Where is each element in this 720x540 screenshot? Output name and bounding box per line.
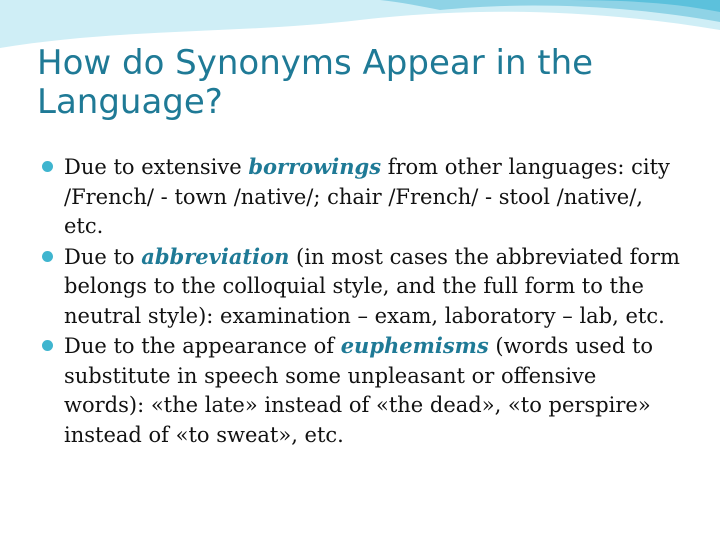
bullet-dot-icon bbox=[42, 161, 53, 172]
bullet-dot-icon bbox=[42, 340, 53, 351]
bullet-text: (words used to substitute in speech some unpleasant or offensive words): «the late» instead of «the dead», «to perspire» instead of «to sweat», etc. bbox=[64, 334, 654, 447]
bullet-text: Due to extensive bbox=[64, 155, 249, 179]
slide-title: How do Synonyms Appear in the Language? bbox=[37, 43, 594, 122]
bullet-item-abbreviation bbox=[40, 242, 680, 332]
bullet-item-borrowings bbox=[40, 152, 680, 242]
bullet-text: Due to bbox=[64, 244, 142, 269]
bullet-dot-icon bbox=[42, 251, 53, 262]
bullet-item-euphemisms bbox=[40, 331, 680, 450]
bullet-list bbox=[40, 152, 680, 450]
key-term: borrowings bbox=[248, 154, 382, 179]
bullet-text: Due to the appearance of bbox=[64, 334, 341, 358]
bullet-text: (in most cases the abbreviated form belongs to the colloquial style, and the full form to the neutral style): examination – exam, laboratory – lab, etc. bbox=[64, 244, 680, 328]
key-term: euphemisms bbox=[340, 333, 489, 358]
key-term: abbreviation bbox=[141, 243, 290, 269]
bullet-text: from other languages: city /French/ - town /native/; chair /French/ - stool /native/, etc. bbox=[64, 155, 670, 238]
